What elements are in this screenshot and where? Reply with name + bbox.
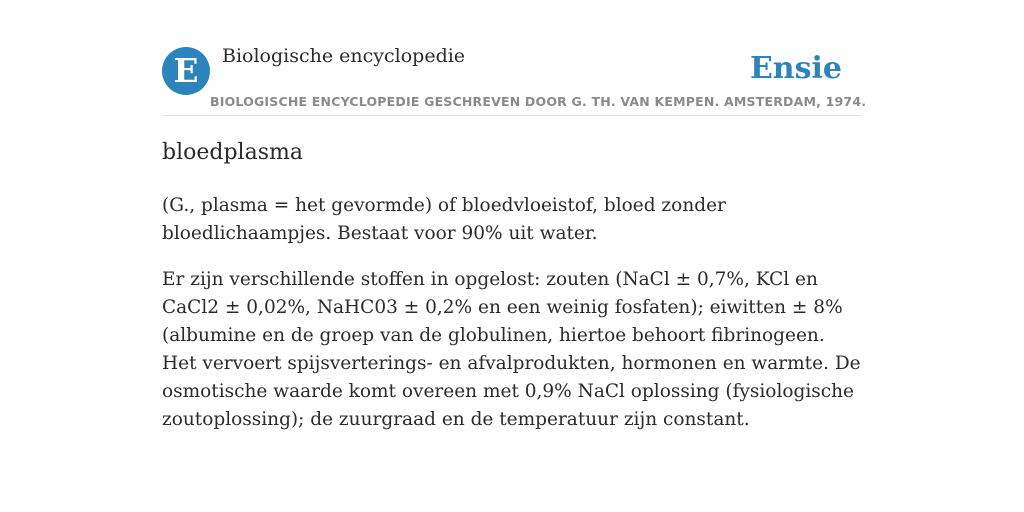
entry-paragraph: Er zijn verschillende stoffen in opgelost: zouten (NaCl ± 0,7%, KCl en CaCl2 ± 0,02%, NaHC03 ± 0,2% en een weinig fosfaten); eiwitten ± 8% (albumine en de groep van de globulinen, hiertoe behoort fibrinogeen. Het vervoert spijsverterings- en afvalprodukten, hormonen en warmte. De osmotische waarde komt overeen met 0,9% NaCl oplossing (fysiologische zoutoplossing); de zuurgraad en de temperatuur zijn constant.	[162, 269, 861, 430]
entry-body	[162, 192, 862, 452]
brand-logo[interactable]: Ensie	[749, 51, 842, 86]
header-divider	[162, 115, 862, 116]
source-title[interactable]: Biologische encyclopedie	[222, 45, 466, 67]
entry-headword: bloedplasma	[162, 140, 303, 165]
source-description: BIOLOGISCHE ENCYCLOPEDIE GESCHREVEN DOOR G. TH. VAN KEMPEN. AMSTERDAM, 1974.	[210, 94, 867, 109]
source-logo-icon[interactable]: E	[162, 47, 210, 95]
entry-paragraph: (G., plasma = het gevormde) of bloedvloeistof, bloed zonder bloedlichaampjes. Bestaat voor 90% uit water.	[162, 195, 726, 244]
